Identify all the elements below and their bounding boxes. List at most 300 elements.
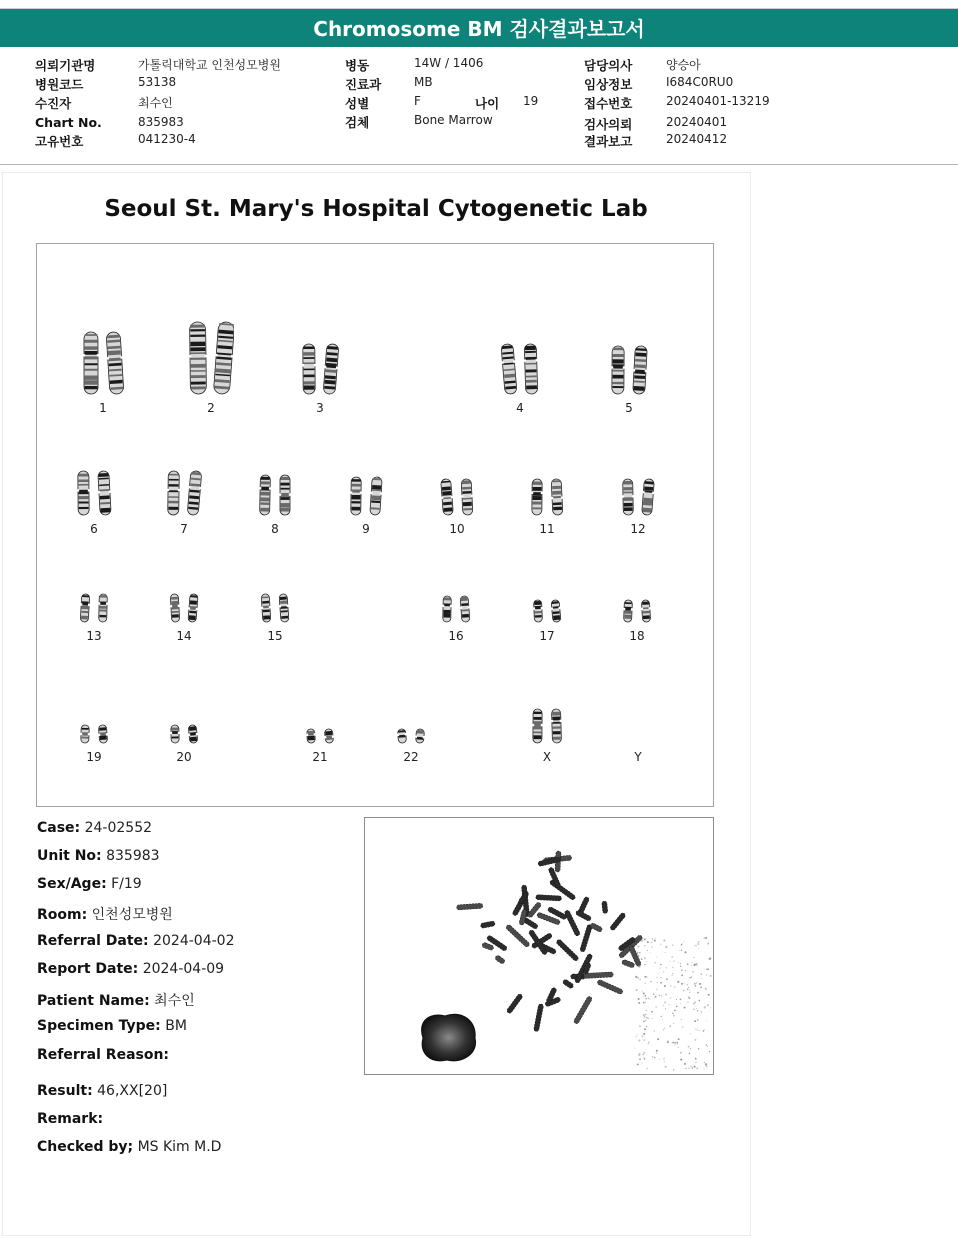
debris-dot [654,962,656,964]
debris-dot [666,967,667,968]
debris-dot [690,1066,691,1067]
debris-dot [654,997,655,998]
value-hospital-code: 53138 [138,75,177,89]
metaphase-chromosome [580,924,593,952]
debris-dot [677,1044,678,1045]
debris-dot [644,976,646,978]
debris-dot [681,969,683,971]
detail-referral-date: Referral Date: 2024-04-02 [37,933,235,949]
debris-dot [669,961,670,962]
debris-dot [698,941,699,942]
chromosome-pair [440,477,474,517]
debris-dot [677,981,679,983]
debris-dot [663,1029,664,1030]
debris-dot [643,1052,645,1054]
debris-dot [657,1038,659,1040]
debris-dot [707,1004,709,1006]
label-age: 나이 [475,96,500,111]
debris-dot [692,971,694,973]
debris-dot [697,1019,699,1021]
debris-dot [647,1043,649,1045]
interphase-nucleus [422,1014,476,1061]
debris-dot [670,986,671,987]
debris-dot [673,1069,674,1070]
debris-dot [656,1052,658,1054]
debris-dot [705,937,707,939]
debris-dot [647,941,649,943]
metaphase-chromosome [621,959,635,968]
debris-dot [695,1039,697,1041]
metaphase-chromosome [533,1004,543,1032]
debris-dot [648,1017,650,1019]
debris-dot [696,1067,698,1069]
debris-dot [653,993,655,995]
debris-dot [672,944,674,946]
debris-dot [679,950,680,951]
debris-dot [656,977,657,978]
debris-dot [660,964,661,965]
debris-dot [678,1038,680,1040]
debris-dot [637,1034,638,1035]
debris-dot [687,988,689,990]
debris-dot [637,977,639,979]
debris-dot [651,1011,653,1013]
debris-dot [639,1058,641,1060]
debris-dot [682,1026,683,1027]
debris-dot [637,952,639,954]
chromosome-pair [349,475,383,517]
debris-dot [704,1068,705,1069]
debris-dot [642,1062,643,1063]
karyogram [36,243,714,807]
debris-dot [673,1015,675,1017]
debris-dot [664,1061,665,1062]
debris-dot [706,975,707,976]
chromosome-pair [260,592,290,624]
detail-referral-reason: Referral Reason: [37,1047,170,1063]
report-title: Chromosome BM 검사결과보고서 [0,8,958,47]
debris-dot [705,1044,707,1046]
debris-dot [643,992,645,994]
debris-dot [656,989,657,990]
chromosome-pair [79,723,109,745]
debris-dot [685,1068,686,1069]
debris-dot [660,977,661,978]
debris-dot [644,1016,646,1018]
chromosome-pair [622,598,652,624]
debris-dot [681,943,682,944]
chromosome-pair [258,473,292,517]
debris-dot [689,997,691,999]
chromosome-label: 5 [625,401,633,415]
debris-dot [638,1054,640,1056]
debris-dot [643,996,644,997]
debris-dot [696,1008,697,1009]
chromosome-label: 17 [539,629,555,643]
debris-dot [643,1057,644,1058]
debris-dot [695,945,697,947]
label-patient: 수진자 [35,96,72,111]
debris-dot [693,1009,694,1010]
detail-remark: Remark: [37,1111,104,1127]
chromosome-pair [610,344,648,396]
chromosome-label: 20 [176,750,192,764]
chromosome-label: 12 [630,522,646,536]
debris-dot [708,994,710,996]
value-physician: 양승아 [666,58,701,72]
debris-dot [638,1002,640,1004]
debris-dot [684,941,685,942]
debris-dot [639,979,641,981]
detail-sex-age-value: F/19 [111,876,142,892]
detail-report-date-value: 2024-04-09 [142,961,225,977]
debris-dot [637,946,639,948]
debris-dot [665,1008,666,1009]
chromosome-label: 2 [207,401,215,415]
label-chart-no: Chart No. [35,115,102,130]
debris-dot [656,994,657,995]
debris-dot [664,1002,666,1004]
debris-dot [706,990,707,991]
chromosome-pair [301,342,339,396]
debris-dot [645,1001,646,1002]
metaphase-chromosome [506,993,523,1014]
chromosome-label: X [542,750,552,764]
debris-dot [700,1013,701,1014]
debris-dot [693,957,694,958]
metaphase-image [364,817,714,1075]
debris-dot [665,993,667,995]
metaphase-chromosome [536,895,562,901]
chromosome-pair [530,477,564,517]
debris-dot [664,1028,665,1029]
metaphase-chromosome [590,922,603,932]
debris-dot [687,963,689,965]
value-department: MB [414,75,433,89]
debris-dot [672,1013,673,1014]
debris-dot [651,946,652,947]
detail-room: Room: 인천성모병원 [37,907,173,923]
debris-dot [648,1041,650,1043]
debris-dot [646,976,647,977]
debris-dot [636,989,638,991]
chromosome-label: 4 [516,401,524,415]
metaphase-chromosome [556,939,580,962]
chromosome-label: Y [634,750,642,764]
value-clinical-info: I684C0RU0 [666,75,734,89]
detail-referral-date-value: 2024-04-02 [153,933,235,949]
debris-dot [644,964,645,965]
chromosome-label: 21 [312,750,328,764]
chromosome-pair [169,723,199,745]
value-chart-no: 835983 [138,115,184,129]
debris-dot [667,1040,668,1041]
debris-dot [655,938,656,939]
chromosome-pair [305,727,335,745]
value-ward: 14W / 1406 [414,56,484,70]
label-requesting-institution: 의뢰기관명 [35,58,96,73]
debris-dot [695,1028,696,1029]
debris-dot [642,991,643,992]
debris-dot [637,1063,639,1065]
debris-dot [652,938,654,940]
metaphase-chromosomes [456,851,643,1032]
lab-title: Seoul St. Mary's Hospital Cytogenetic Lab [104,196,648,222]
debris-dot [699,1030,700,1031]
debris-dot [645,983,646,984]
debris-dot [692,1067,694,1069]
debris-dot [688,1046,690,1048]
debris-dot [647,1017,648,1018]
debris-dot [689,977,690,978]
debris-dot [690,1033,691,1034]
debris-dot [635,976,637,978]
debris-dot [709,958,711,960]
chromosome-label: 9 [362,522,370,536]
debris-dot [660,982,662,984]
debris-dot [691,976,692,977]
debris-dot [639,952,641,954]
debris-dot [701,978,702,979]
debris-dot [684,1063,686,1065]
debris-dot [643,1002,645,1004]
debris-dot [635,1036,636,1037]
chromosome-label: 6 [90,522,98,536]
detail-unit-no-value: 835983 [106,848,160,864]
debris-dot [638,1039,640,1041]
debris-dot [691,965,692,966]
debris-dot [688,987,689,988]
chromosome-label: 22 [403,750,419,764]
detail-report-date: Report Date: 2024-04-09 [37,961,225,977]
debris-dot [696,982,698,984]
debris-dot [677,1047,678,1048]
chromosome-pair [532,598,562,624]
debris-dot [680,966,681,967]
debris-dot [710,975,712,977]
debris-dot [648,1006,649,1007]
chromosome-pair [169,592,199,624]
debris-dot [705,988,707,990]
debris-dot [689,990,690,991]
header-divider [0,164,958,165]
chromosome-label: 16 [448,629,464,643]
debris-dot [663,939,665,941]
debris-dot [662,1019,663,1020]
debris-dot [681,983,683,985]
debris-dot [694,946,695,947]
debris-dot [661,995,662,996]
debris-dot [646,961,647,962]
debris-dot [676,1006,678,1008]
debris-dot [695,1062,696,1063]
debris-dot [708,968,710,970]
debris-dot [659,968,660,969]
metaphase-spread-graphic [365,818,713,1074]
detail-patient-name-value: 최수인 [154,993,195,1009]
chromosome-pair [76,469,112,517]
chromosome-pair [441,594,471,624]
value-age: 19 [523,94,539,108]
debris-dot [697,1030,698,1031]
chromosome-label: 19 [86,750,102,764]
detail-result: Result: 46,XX[20] [37,1083,168,1099]
debris-dot [672,975,673,976]
debris-dot [645,995,647,997]
debris-dot [641,940,643,942]
debris-dot [665,952,666,953]
chromosome-pair [531,707,563,745]
debris-dot [676,1042,678,1044]
debris-dot [650,981,651,982]
debris-dot [638,955,639,956]
debris-dot [699,983,701,985]
debris-dot [710,1007,711,1008]
debris-dot [665,1066,667,1068]
debris-dot [692,962,693,963]
debris-dot [697,992,699,994]
metaphase-chromosome [562,979,574,989]
debris-dot [674,1042,676,1044]
debris-dot [698,1048,699,1049]
metaphase-chromosome [505,924,530,948]
value-requesting-institution: 가톨릭대학교 인천성모병원 [138,58,281,72]
debris-dot [687,984,689,986]
debris-dot [646,1026,647,1027]
metaphase-chromosome [481,942,494,951]
detail-result-value: 46,XX[20] [97,1083,168,1099]
debris-dot [688,1067,690,1069]
debris-dot [663,1005,664,1006]
debris-dot [697,1010,698,1011]
debris-dot [698,948,699,949]
chromosome-pair [396,727,426,745]
debris-dot [687,1002,689,1004]
debris-dot [643,1033,645,1035]
debris-dot [644,945,645,946]
debris-dot [663,1058,664,1059]
debris-dot [674,986,676,988]
detail-patient-name: Patient Name: 최수인 [37,993,195,1009]
debris-dot [681,1019,682,1020]
label-result-report: 결과보고 [584,134,633,149]
debris-dot [658,973,659,974]
chromosome-pair [79,592,109,624]
debris-dot [675,1045,676,1046]
debris-dot [678,962,679,963]
debris-dot [661,1016,662,1017]
value-specimen: Bone Marrow [414,113,493,127]
debris-dot [639,1025,641,1027]
chromosome-label: 14 [176,629,192,643]
detail-specimen-type: Specimen Type: BM [37,1018,187,1034]
value-test-request: 20240401 [666,115,728,129]
debris-dot [689,1053,691,1055]
detail-specimen-type-value: BM [165,1018,187,1034]
debris-dot [644,1039,646,1041]
value-result-report: 20240412 [666,132,728,146]
debris-dot [652,1018,653,1019]
chromosome-label: 10 [449,522,465,536]
debris-dot [645,1010,647,1012]
debris-dot [650,999,651,1000]
debris-dot [647,950,648,951]
debris-dot [676,999,677,1000]
value-sex: F [414,94,421,108]
debris-speckle [635,937,712,1070]
debris-dot [641,958,643,960]
value-unique-no: 041230-4 [138,132,196,146]
label-physician: 담당의사 [584,58,633,73]
debris-dot [663,1014,664,1015]
metaphase-chromosome [573,996,593,1025]
debris-dot [659,1059,660,1060]
debris-dot [671,956,673,958]
debris-dot [638,998,640,1000]
debris-dot [646,1068,647,1069]
debris-dot [689,992,690,993]
chromosome-label: 11 [539,522,555,536]
debris-dot [672,967,673,968]
detail-case-value: 24-02552 [84,820,153,836]
debris-dot [685,970,686,971]
debris-dot [695,963,697,965]
debris-dot [657,982,658,983]
debris-dot [703,1030,705,1032]
debris-dot [672,1042,674,1044]
debris-dot [672,973,673,974]
detail-checked-by-value: MS Kim M.D [137,1139,222,1155]
debris-dot [704,1006,706,1008]
debris-dot [652,1056,654,1058]
debris-dot [684,951,686,953]
debris-dot [694,1066,696,1068]
chromosome-label: 7 [180,522,188,536]
debris-dot [680,1059,682,1061]
debris-dot [663,971,664,972]
debris-dot [683,990,685,992]
debris-dot [673,1023,674,1024]
label-sex: 성별 [345,96,370,111]
debris-dot [654,1057,655,1058]
debris-dot [655,996,657,998]
metaphase-chromosome [528,929,548,955]
debris-dot [642,1035,644,1037]
debris-dot [645,997,647,999]
debris-dot [683,983,684,984]
chromosome-pair [621,477,655,517]
chromosome-label: 18 [629,629,645,643]
metaphase-chromosome [494,955,505,965]
debris-dot [684,1007,686,1009]
debris-dot [654,940,656,942]
debris-dot [660,944,661,945]
detail-unit-no: Unit No: 835983 [37,848,160,864]
label-specimen: 검체 [345,115,370,130]
chromosome-pair [82,330,124,396]
debris-dot [645,1014,647,1016]
debris-dot [643,1021,645,1023]
debris-dot [700,986,702,988]
chromosome-label: 15 [267,629,283,643]
label-test-request: 검사의뢰 [584,117,633,132]
debris-dot [644,957,646,959]
debris-dot [693,1003,695,1005]
chromosome-label: 3 [316,401,324,415]
debris-dot [680,963,682,965]
debris-dot [701,974,702,975]
debris-dot [674,1010,676,1012]
